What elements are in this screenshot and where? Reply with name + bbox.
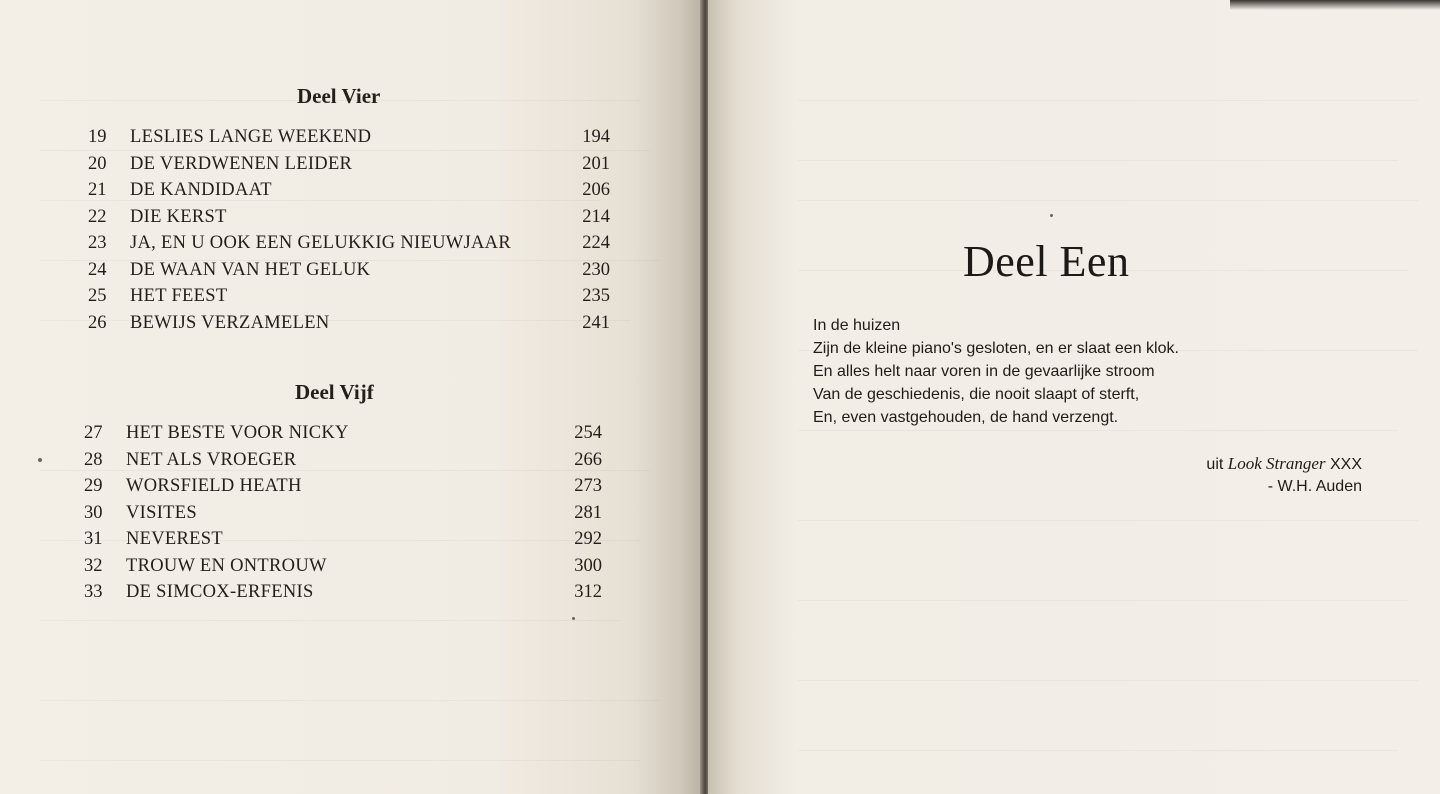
chapter-number: 26	[88, 312, 107, 333]
page-number: 273	[574, 476, 602, 496]
left-page	[0, 0, 702, 794]
chapter-number: 25	[88, 286, 107, 306]
toc-list-deel-vijf	[84, 420, 608, 606]
attribution-work: Look Stranger	[1227, 454, 1326, 473]
chapter-number: 23	[88, 233, 107, 253]
toc-entry	[88, 230, 612, 257]
toc-entry	[84, 447, 608, 474]
page-number: 281	[574, 502, 602, 523]
page-number: 194	[582, 127, 610, 147]
chapter-number: 30	[84, 502, 103, 523]
chapter-number: 33	[84, 582, 103, 602]
attribution-prefix: uit	[1206, 456, 1224, 473]
chapter-title: TROUW EN ONTROUW	[126, 555, 327, 576]
epigraph-poem	[813, 314, 1179, 429]
chapter-title: WORSFIELD HEATH	[126, 476, 302, 496]
chapter-number: 20	[88, 153, 107, 174]
part-title: Deel Een	[963, 237, 1130, 286]
chapter-number: 29	[84, 476, 103, 496]
chapter-title: HET FEEST	[130, 286, 228, 306]
chapter-title: DE KANDIDAAT	[130, 180, 272, 200]
toc-list-deel-vier	[88, 124, 612, 336]
page-number: 300	[574, 555, 602, 576]
page-number: 214	[582, 206, 610, 227]
toc-entry	[84, 553, 608, 580]
chapter-title: BEWIJS VERZAMELEN	[130, 312, 330, 333]
chapter-title: NET ALS VROEGER	[126, 449, 297, 470]
attribution-source	[1206, 454, 1362, 474]
attribution-suffix: XXX	[1329, 456, 1362, 473]
page-number: 206	[582, 180, 610, 200]
page-number: 254	[574, 423, 602, 443]
page-number: 235	[582, 286, 610, 306]
poem-line: En alles helt naar voren in de gevaarlijke stroom	[813, 363, 1155, 380]
chapter-number: 28	[84, 449, 103, 470]
chapter-number: 31	[84, 529, 103, 549]
chapter-title: DE WAAN VAN HET GELUK	[130, 259, 371, 280]
section-heading-deel-vijf: Deel Vijf	[295, 380, 374, 404]
section-heading-deel-vier: Deel Vier	[297, 84, 381, 108]
page-number: 266	[574, 449, 602, 470]
toc-entry	[88, 283, 612, 310]
chapter-number: 27	[84, 423, 103, 443]
chapter-title: NEVEREST	[126, 529, 223, 549]
page-number: 292	[574, 529, 602, 549]
page-number: 241	[582, 312, 610, 333]
chapter-title: DE SIMCOX-ERFENIS	[126, 582, 314, 602]
paper-speck	[572, 617, 575, 620]
page-number: 312	[574, 582, 602, 602]
toc-entry	[88, 151, 612, 178]
chapter-number: 24	[88, 259, 107, 280]
paper-speck	[38, 458, 42, 462]
chapter-number: 22	[88, 206, 107, 227]
chapter-number: 19	[88, 127, 107, 147]
poem-line: En, even vastgehouden, de hand verzengt.	[813, 409, 1119, 426]
chapter-number: 32	[84, 555, 103, 576]
chapter-title: LESLIES LANGE WEEKEND	[130, 127, 372, 147]
toc-entry	[84, 579, 608, 606]
page-top-edge-shadow	[1230, 0, 1440, 10]
toc-entry	[88, 124, 612, 151]
poem-line: In de huizen	[813, 317, 901, 334]
toc-entry	[88, 310, 612, 337]
page-number: 230	[582, 259, 610, 280]
chapter-title: HET BESTE VOOR NICKY	[126, 423, 349, 443]
chapter-number: 21	[88, 180, 107, 200]
poem-line: Zijn de kleine piano's gesloten, en er slaat een klok.	[813, 340, 1179, 357]
toc-entry	[84, 420, 608, 447]
chapter-title: JA, EN U OOK EEN GELUKKIG NIEUWJAAR	[130, 233, 511, 253]
chapter-title: VISITES	[126, 502, 197, 523]
chapter-title: DIE KERST	[130, 206, 227, 227]
toc-entry	[84, 473, 608, 500]
page-number: 201	[582, 153, 610, 174]
page-number: 224	[582, 233, 610, 253]
poem-line: Van de geschiedenis, die nooit slaapt of sterft,	[813, 386, 1140, 403]
toc-entry	[88, 204, 612, 231]
toc-entry	[88, 257, 612, 284]
toc-entry	[88, 177, 612, 204]
paper-speck	[1050, 214, 1053, 217]
epigraph-attribution	[1150, 452, 1362, 502]
chapter-title: DE VERDWENEN LEIDER	[130, 153, 353, 174]
toc-entry	[84, 500, 608, 527]
toc-entry	[84, 526, 608, 553]
attribution-author: - W.H. Auden	[1267, 478, 1362, 495]
